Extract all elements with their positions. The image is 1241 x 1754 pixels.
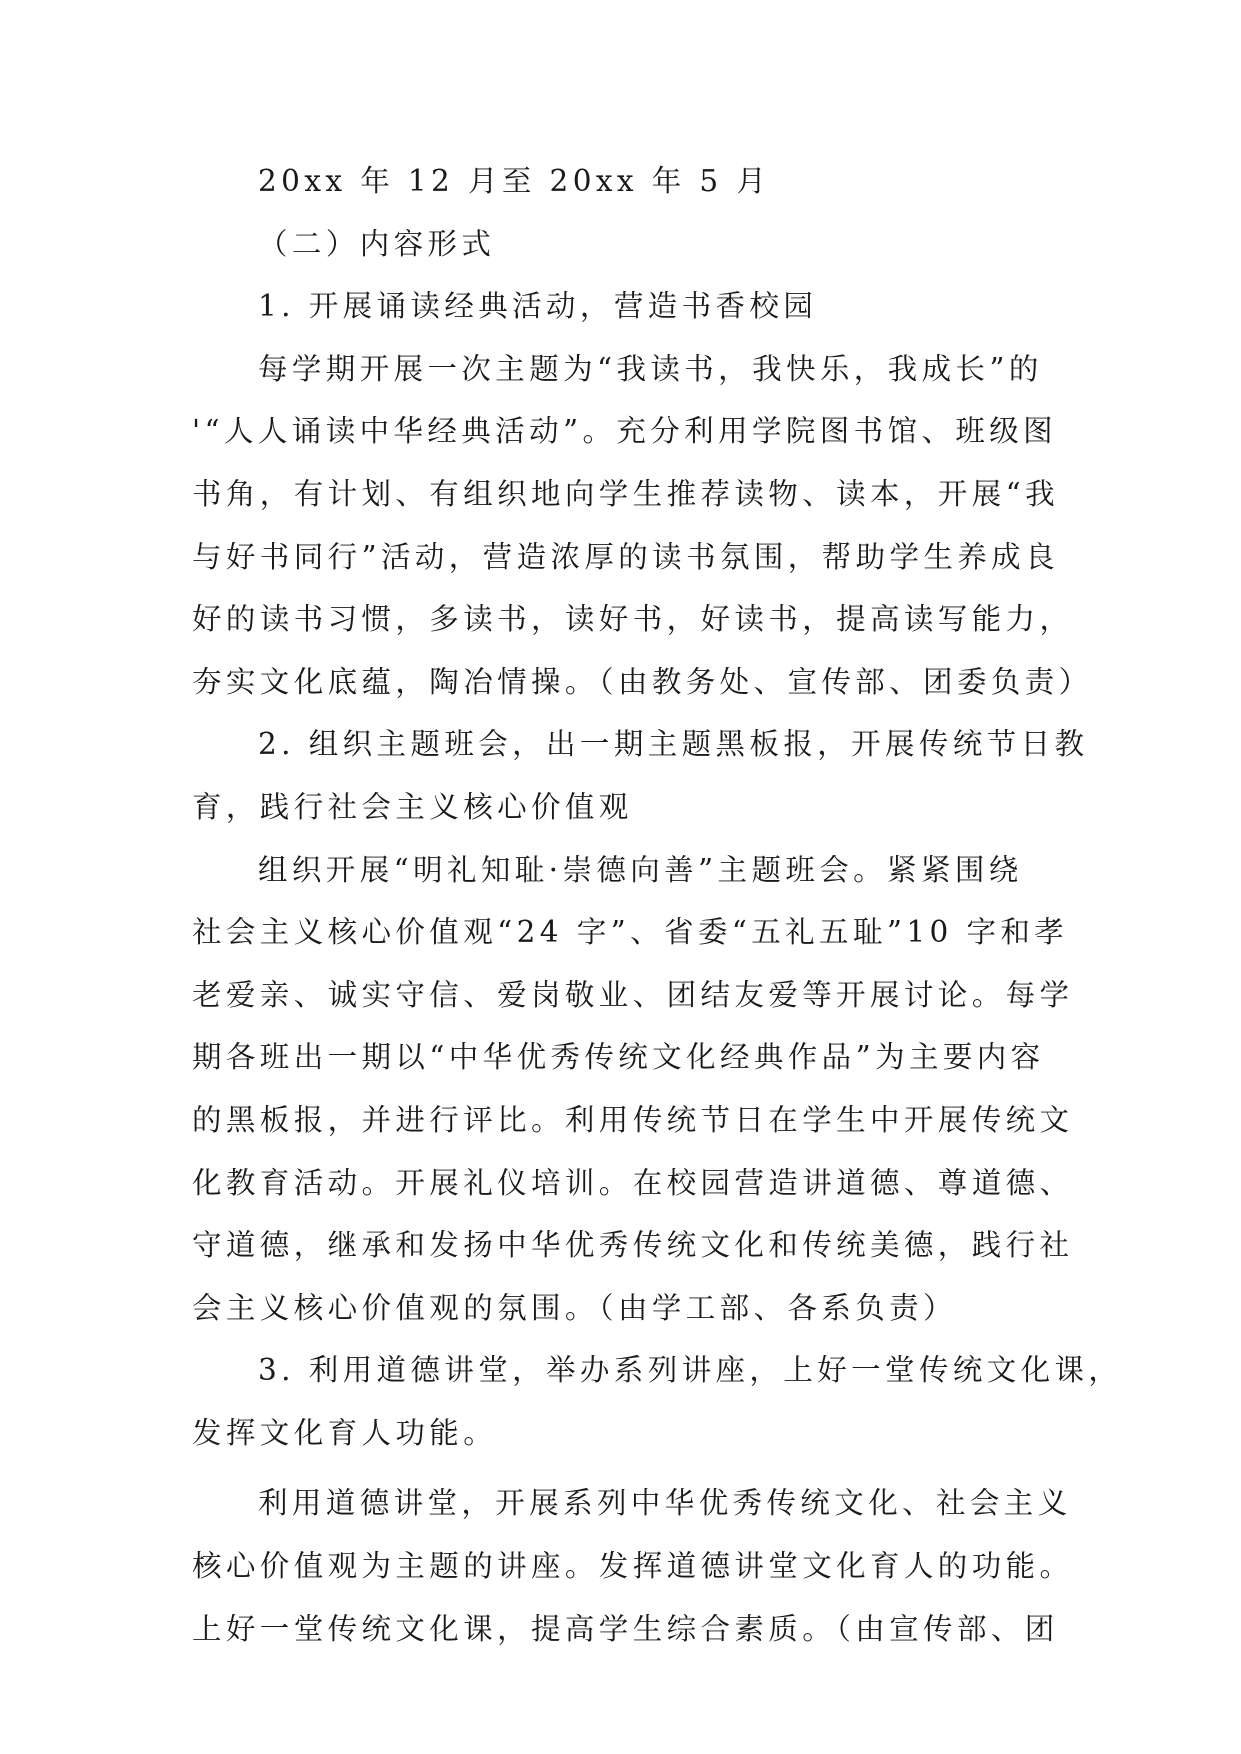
- paragraph-1-line: 好的读书习惯，多读书，读好书，好读书，提高读写能力，: [192, 602, 1074, 637]
- item-1-heading: 1. 开展诵读经典活动，营造书香校园: [258, 289, 818, 324]
- item-2-heading: 育，践行社会主义核心价值观: [192, 789, 633, 824]
- paragraph-3-line: 利用道德讲堂，开展系列中华优秀传统文化、社会主义: [258, 1486, 1072, 1521]
- item-2-heading: 2. 组织主题班会，出一期主题黑板报，开展传统节日教: [258, 727, 1089, 762]
- paragraph-2-line: 社会主义核心价值观“24 字”、省委“五礼五耻”10 字和孝: [192, 915, 1069, 950]
- paragraph-2-line: 组织开展“明礼知耻·崇德向善”主题班会。紧紧围绕: [258, 852, 1023, 887]
- paragraph-2-line: 会主义核心价值观的氛围。（由学工部、各系负责）: [192, 1290, 957, 1325]
- paragraph-1-line: '“人人诵读中华经典活动”。充分利用学院图书馆、班级图: [192, 414, 1058, 449]
- item-3-heading: 3. 利用道德讲堂，举办系列讲座，上好一堂传统文化课，: [258, 1353, 1123, 1388]
- paragraph-1-line: 夯实文化底蕴，陶冶情操。（由教务处、宣传部、团委负责）: [192, 664, 1093, 699]
- date-range-line: 20xx 年 12 月至 20xx 年 5 月: [258, 164, 771, 198]
- paragraph-1-line: 每学期开展一次主题为“我读书，我快乐，我成长”的: [258, 351, 1043, 386]
- document-body: [192, 150, 1123, 1660]
- paragraph-3-line: 核心价值观为主题的讲座。发挥道德讲堂文化育人的功能。: [192, 1549, 1074, 1584]
- paragraph-3-line: 上好一堂传统文化课，提高学生综合素质。（由宣传部、团: [192, 1611, 1059, 1646]
- paragraph-1-line: 与好书同行”活动，营造浓厚的读书氛围，帮助学生养成良: [192, 539, 1059, 574]
- paragraph-2-line: 的黑板报，并进行评比。利用传统节日在学生中开展传统文: [192, 1102, 1074, 1137]
- paragraph-1-line: 书角，有计划、有组织地向学生推荐读物、读本，开展“我: [192, 476, 1059, 511]
- paragraph-2-line: 期各班出一期以“中华优秀传统文化经典作品”为主要内容: [192, 1040, 1045, 1075]
- paragraph-2-line: 老爱亲、诚实守信、爱岗敬业、团结友爱等开展讨论。每学: [192, 977, 1074, 1012]
- paragraph-2-line: 化教育活动。开展礼仪培训。在校园营造讲道德、尊道德、: [192, 1165, 1074, 1200]
- section-heading: （二）内容形式: [258, 226, 496, 261]
- item-3-heading: 发挥文化育人功能。: [192, 1415, 498, 1450]
- paragraph-2-line: 守道德，继承和发扬中华优秀传统文化和传统美德，践行社: [192, 1228, 1074, 1263]
